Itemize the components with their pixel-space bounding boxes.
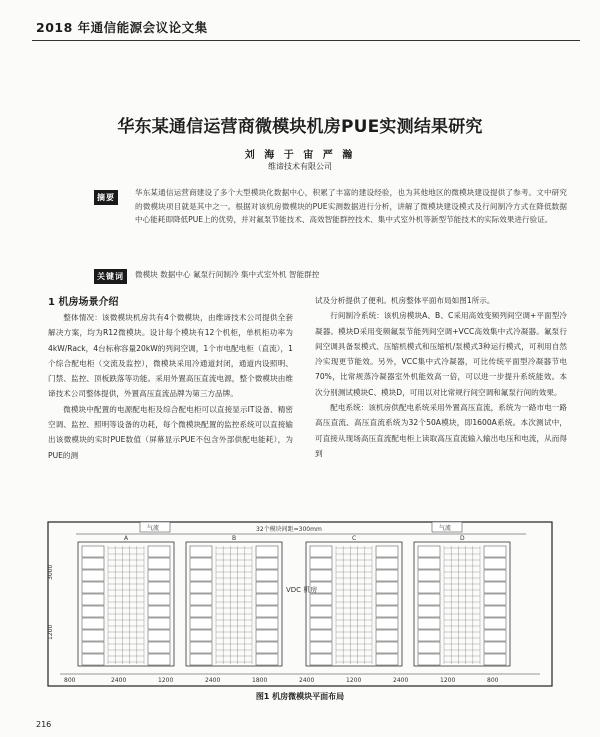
cabinet — [82, 642, 104, 653]
cabinet — [376, 582, 398, 593]
module-label: D — [460, 535, 465, 542]
cabinet — [418, 618, 440, 629]
cabinet — [190, 582, 212, 593]
door-label: 气流 — [147, 525, 160, 532]
cabinet — [82, 570, 104, 581]
cabinet — [376, 546, 398, 557]
door-label: 气流 — [439, 525, 452, 532]
cabinet — [256, 594, 278, 605]
bottom-dimension-label: 2400 — [299, 677, 315, 684]
cabinet — [148, 630, 170, 641]
cabinet — [148, 606, 170, 617]
cabinet — [256, 546, 278, 557]
cabinet — [190, 606, 212, 617]
cabinet — [82, 654, 104, 665]
cabinet — [190, 594, 212, 605]
cabinet — [82, 618, 104, 629]
cabinet — [82, 630, 104, 641]
paragraph: 行间制冷系统：该机房模块A、B、C采用高效变频列间空调+平面型冷凝器。模块D采用变频氟泵节能列间空调+VCC高效集中式冷凝器。氟泵行间空调具备泵模式、压缩机模式和压缩机/泵模式3种运行模式，可利用自然冷实现更节能效。另外，VCC集中式冷凝器，可比传统平面型冷凝器节电70%，比常规蒸冷凝器室外机能效高一倍，可以进一步提升系统能效。本次分别测试模块C、模块D，可用以对比常规行间空调和氟泵行间的效果。 — [315, 311, 567, 397]
cabinet — [418, 642, 440, 653]
cabinet — [310, 618, 332, 629]
cabinet — [376, 570, 398, 581]
micro-module — [78, 535, 174, 666]
cabinet — [190, 654, 212, 665]
cabinet — [376, 618, 398, 629]
cabinet — [418, 582, 440, 593]
cabinet — [190, 558, 212, 569]
cabinet — [484, 582, 506, 593]
cabinet — [256, 582, 278, 593]
top-dimension-label: 32个模块间距=300mm — [256, 526, 322, 533]
cabinet — [418, 654, 440, 665]
bottom-dimension-label: 800 — [487, 677, 499, 684]
cabinet — [148, 642, 170, 653]
bottom-dimension-label: 1200 — [440, 677, 456, 684]
cabinet — [148, 654, 170, 665]
bottom-dimension-label: 2400 — [393, 677, 409, 684]
paragraph: 微模块中配置的电源配电柜及综合配电柜可以直接显示IT设备、精密空调、监控、照明等设备的功耗，每个微模块配置的监控系统可以直接输出该微模块的实时PUE数值（屏幕显示PUE不包含外部供配电能耗），为PUE的测 — [48, 404, 293, 460]
cabinet — [148, 558, 170, 569]
cabinet — [418, 606, 440, 617]
cabinet — [418, 570, 440, 581]
bottom-dimension-label: 1200 — [346, 677, 362, 684]
cabinet — [256, 558, 278, 569]
cabinet — [484, 594, 506, 605]
micro-module — [414, 535, 510, 666]
cabinet — [148, 570, 170, 581]
header-rule — [32, 40, 580, 41]
cabinet — [82, 558, 104, 569]
section-heading: 1 机房场景介绍 — [48, 297, 119, 308]
cabinet — [190, 618, 212, 629]
cabinet — [148, 546, 170, 557]
bottom-dimension-label: 1800 — [252, 677, 268, 684]
cabinet — [190, 642, 212, 653]
paper-title: 华东某通信运营商微模块机房PUE实测结果研究 — [117, 117, 483, 137]
cabinet — [418, 558, 440, 569]
cabinet — [418, 630, 440, 641]
bottom-dimension-label: 800 — [64, 677, 76, 684]
cabinet — [256, 642, 278, 653]
cabinet — [484, 630, 506, 641]
cabinet — [484, 546, 506, 557]
cabinet — [310, 606, 332, 617]
paragraph: 配电系统：该机房供配电系统采用外置高压直流，系统为一路市电一路高压直流、高压直流系统为32个50A模块，即1600A系统。本次测试中，可直接从现场高压直流配电柜上读取高压直流输入输出电压和电流，从而得到 — [315, 403, 567, 458]
paragraph: 整体情况：该微模块机房共有4个微模块，由维谛技术公司提供全套解决方案，均为R12微模块。设计每个模块有12个机柜，单机柜功率为4kW/Rack，4台标称容量20kW的列间空调，1个市电配电柜（直流），1个综合配电柜（交流及监控），微模块采用冷通道封闭，通道内设照明、门禁、监控、顶板跌落等功能。采用外置高压直流电源，整个微模块由维谛技术公司整体提供，外置高压直流品牌为第三方品牌。 — [48, 313, 293, 399]
cabinet — [484, 606, 506, 617]
bottom-dimension-label: 2400 — [205, 677, 221, 684]
cabinet — [82, 546, 104, 557]
cabinet — [484, 558, 506, 569]
bottom-dimension-label: 1200 — [158, 677, 174, 684]
right-column — [315, 293, 567, 461]
cabinet — [418, 546, 440, 557]
cabinet — [82, 594, 104, 605]
cabinet — [82, 582, 104, 593]
cabinet — [256, 630, 278, 641]
running-header: 2018 年通信能源会议论文集 — [36, 20, 208, 35]
micro-module — [306, 535, 402, 666]
cabinet — [484, 618, 506, 629]
cabinet — [82, 606, 104, 617]
cabinet — [484, 642, 506, 653]
module-label: B — [232, 535, 237, 542]
vdc-label: VDC 机房 — [286, 586, 318, 594]
bottom-dimension-label: 2400 — [111, 677, 127, 684]
cabinet — [310, 570, 332, 581]
abstract-tag: 摘要 — [94, 190, 118, 205]
side-dimension: 1200 — [47, 624, 54, 640]
page-number: 216 — [36, 720, 52, 729]
cabinet — [376, 654, 398, 665]
floor-plan-svg — [46, 520, 554, 688]
cabinet — [376, 630, 398, 641]
cabinet — [418, 594, 440, 605]
cabinet — [310, 594, 332, 605]
abstract-text: 华东某通信运营商建设了多个大型模块化数据中心，积累了丰富的建设经验，也为其他地区的微模块建设提供了参考。文中研究的微模块项目就是其中之一。根据对该机房微模块的PUE实测数据进行分析，讲解了微模块建设模式及行间制冷方式在降低数据中心能耗即降低PUE上的优势，并对氟泵节能技术、高效智能群控技术、集中式室外机等新型节能技术的实际效果进行验证。 — [135, 188, 567, 225]
cabinet — [376, 558, 398, 569]
cabinet — [310, 546, 332, 557]
cabinet — [148, 618, 170, 629]
paper-affiliation: 维谛技术有限公司 — [268, 162, 332, 171]
keywords-text: 微模块 数据中心 氟泵行间制冷 集中式室外机 智能群控 — [135, 270, 320, 279]
cabinet — [256, 606, 278, 617]
cabinet — [484, 654, 506, 665]
side-dimension: 3000 — [47, 564, 54, 580]
cabinet — [148, 594, 170, 605]
paragraph: 试及分析提供了便利。机房整体平面布局如图1所示。 — [315, 296, 495, 305]
cabinet — [376, 594, 398, 605]
cabinet — [256, 654, 278, 665]
keywords-tag: 关键词 — [94, 269, 127, 284]
cabinet — [190, 630, 212, 641]
cabinet — [190, 570, 212, 581]
cabinet — [484, 570, 506, 581]
module-label: A — [124, 535, 129, 542]
cabinet — [148, 582, 170, 593]
floor-plan-figure — [46, 520, 554, 692]
cabinet — [310, 654, 332, 665]
cabinet — [310, 630, 332, 641]
left-column — [48, 310, 293, 463]
cabinet — [256, 618, 278, 629]
room-outline — [48, 522, 552, 686]
figure-caption: 图1 机房微模块平面布局 — [255, 692, 345, 701]
cabinet — [376, 642, 398, 653]
cabinet — [190, 546, 212, 557]
paper-authors: 刘 海 于 宙 严 瀚 — [244, 150, 356, 161]
cabinet — [376, 606, 398, 617]
cabinet — [256, 570, 278, 581]
micro-module — [186, 535, 282, 666]
cabinet — [310, 558, 332, 569]
module-label: C — [352, 535, 357, 542]
cabinet — [310, 642, 332, 653]
